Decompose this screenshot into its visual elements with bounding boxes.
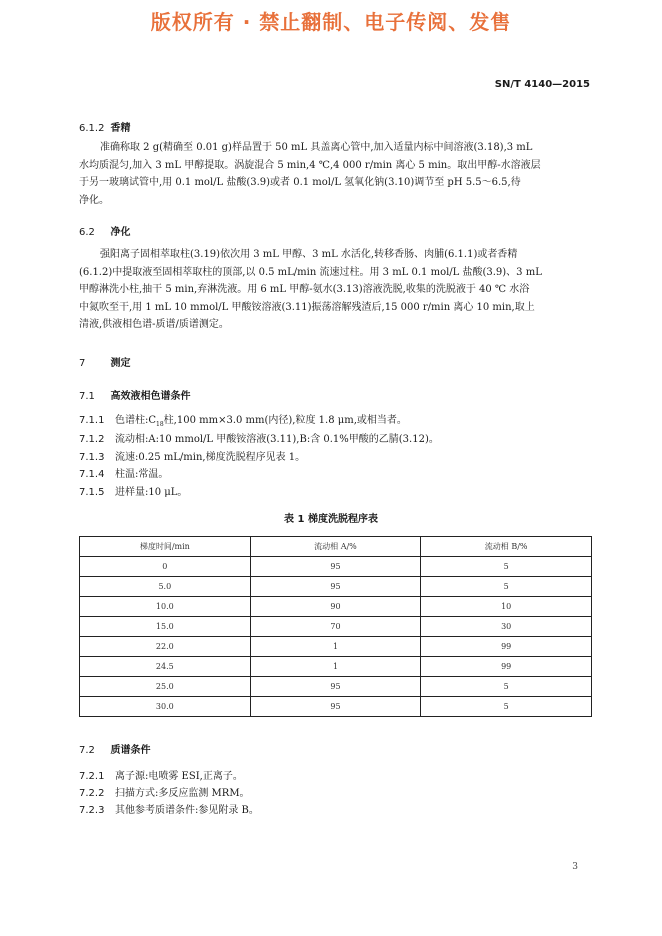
clause-text: 进样量:10 μL。 <box>115 487 188 498</box>
clause-7-2-2 <box>79 784 250 799</box>
section-title: 净化 <box>110 227 131 238</box>
table-row <box>80 597 592 617</box>
clause-7-2-1 <box>79 767 243 782</box>
section-number: 6.1.2 <box>79 123 105 134</box>
table-cell: 95 <box>250 577 421 597</box>
clause-7-2-3 <box>79 801 259 816</box>
text-line: (6.1.2)中提取液至固相萃取柱的顶部,以 0.5 mL/min 流速过柱。用 3 mL 0.1 mol/L 盐酸(3.9)、3 mL <box>79 266 542 278</box>
section-title: 质谱条件 <box>110 745 151 756</box>
table-cell: 5 <box>421 677 592 697</box>
table-cell: 99 <box>421 657 592 677</box>
text-line: 清液,供液相色谱-质谱/质谱测定。 <box>79 319 229 330</box>
section-number: 7 <box>79 358 86 369</box>
table-cell: 25.0 <box>80 677 251 697</box>
table-cell: 5 <box>421 697 592 717</box>
table-cell: 15.0 <box>80 617 251 637</box>
page-number: 3 <box>572 862 578 872</box>
gradient-table <box>79 536 592 717</box>
clause-text: 流动相:A:10 mmol/L 甲酸铵溶液(3.11),B:含 0.1%甲酸的乙腈(3.12)。 <box>115 434 439 445</box>
clause-number: 7.1.2 <box>79 434 105 445</box>
text-line: 于另一玻璃试管中,用 0.1 mol/L 盐酸(3.9)或者 0.1 mol/L 氢氧化钠(3.10)调节至 pH 5.5～6.5,待 <box>79 177 521 188</box>
table-header-row <box>80 537 592 557</box>
clause-7-1-2 <box>79 430 439 445</box>
section-number: 7.1 <box>79 391 95 402</box>
table-cell: 22.0 <box>80 637 251 657</box>
table-cell: 30.0 <box>80 697 251 717</box>
clause-7-1-5 <box>79 483 187 498</box>
clause-7-1-1 <box>79 411 407 428</box>
table-cell: 95 <box>250 677 421 697</box>
table-cell: 5.0 <box>80 577 251 597</box>
section-heading-6-2 <box>79 223 130 238</box>
section-title: 高效液相色谱条件 <box>110 391 191 402</box>
text-line: 净化。 <box>79 194 109 206</box>
text-line: 准确称取 2 g(精确至 0.01 g)样品置于 50 mL 具盖离心管中,加入适量内标中间溶液(3.18),3 mL <box>100 142 533 153</box>
paragraph-6-1-2 <box>79 139 591 209</box>
section-heading-7-2 <box>79 741 150 756</box>
clause-text: 离子源:电喷雾 ESI,正离子。 <box>115 771 243 782</box>
clause-7-1-3 <box>79 448 305 463</box>
section-number: 6.2 <box>79 227 95 238</box>
text-line: 水均质混匀,加入 3 mL 甲醇提取。涡旋混合 5 min,4 ℃,4 000 r/min 离心 5 min。取出甲醇-水溶液层 <box>79 159 541 171</box>
section-number: 7.2 <box>79 745 95 756</box>
clause-number: 7.1.4 <box>79 469 105 480</box>
clause-number: 7.1.1 <box>79 415 105 426</box>
text-line: 甲醇淋洗小柱,抽干 5 min,弃淋洗液。用 6 mL 甲醇-氨水(3.13)溶液洗脱,收集的洗脱液于 40 ℃ 水浴 <box>79 284 530 295</box>
paragraph-6-2 <box>79 246 591 334</box>
subscript: 18 <box>156 421 164 428</box>
table-row <box>80 677 592 697</box>
clause-text: 扫描方式:多反应监测 MRM。 <box>115 788 250 799</box>
table-cell: 70 <box>250 617 421 637</box>
table-cell: 95 <box>250 557 421 577</box>
section-heading-6-1-2 <box>79 119 130 134</box>
table-cell: 90 <box>250 597 421 617</box>
section-heading-7 <box>79 354 130 369</box>
table-cell: 1 <box>250 637 421 657</box>
column-header: 流动相 A/% <box>250 537 421 557</box>
table-row <box>80 637 592 657</box>
table-cell: 30 <box>421 617 592 637</box>
clause-number: 7.2.2 <box>79 788 105 799</box>
table-row <box>80 617 592 637</box>
clause-text: 柱,100 mm×3.0 mm(内径),粒度 1.8 μm,或相当者。 <box>163 415 407 426</box>
text-line: 中氮吹至干,用 1 mL 10 mmol/L 甲酸铵溶液(3.11)振荡溶解残渣后,15 000 r/min 离心 10 min,取上 <box>79 301 535 313</box>
table-row <box>80 657 592 677</box>
table-cell: 95 <box>250 697 421 717</box>
clause-number: 7.1.3 <box>79 452 105 463</box>
table-cell: 99 <box>421 637 592 657</box>
clause-number: 7.1.5 <box>79 487 105 498</box>
table-cell: 10 <box>421 597 592 617</box>
clause-text: 色谱柱:C <box>115 415 157 426</box>
table-row <box>80 577 592 597</box>
clause-text: 柱温:常温。 <box>115 469 169 480</box>
table-cell: 1 <box>250 657 421 677</box>
standard-code: SN/T 4140—2015 <box>494 79 590 90</box>
table-cell: 0 <box>80 557 251 577</box>
clause-text: 其他参考质谱条件:参见附录 B。 <box>115 805 259 816</box>
section-title: 香精 <box>110 123 131 134</box>
table-row <box>80 697 592 717</box>
copyright-watermark: 版权所有 · 禁止翻制、电子传阅、发售 <box>150 10 512 34</box>
table-row <box>80 557 592 577</box>
table-cell: 5 <box>421 577 592 597</box>
table-cell: 24.5 <box>80 657 251 677</box>
clause-text: 流速:0.25 mL/min,梯度洗脱程序见表 1。 <box>115 452 306 463</box>
clause-7-1-4 <box>79 465 168 480</box>
clause-number: 7.2.1 <box>79 771 105 782</box>
clause-number: 7.2.3 <box>79 805 105 816</box>
text-line: 强阳离子固相萃取柱(3.19)依次用 3 mL 甲醇、3 mL 水活化,转移香肠、肉脯(6.1.1)或者香精 <box>100 249 518 260</box>
column-header: 流动相 B/% <box>421 537 592 557</box>
section-title: 测定 <box>110 358 131 369</box>
section-heading-7-1 <box>79 387 190 402</box>
table-caption: 表 1 梯度洗脱程序表 <box>284 514 378 525</box>
column-header: 梯度时间/min <box>80 537 251 557</box>
table-cell: 10.0 <box>80 597 251 617</box>
table-cell: 5 <box>421 557 592 577</box>
